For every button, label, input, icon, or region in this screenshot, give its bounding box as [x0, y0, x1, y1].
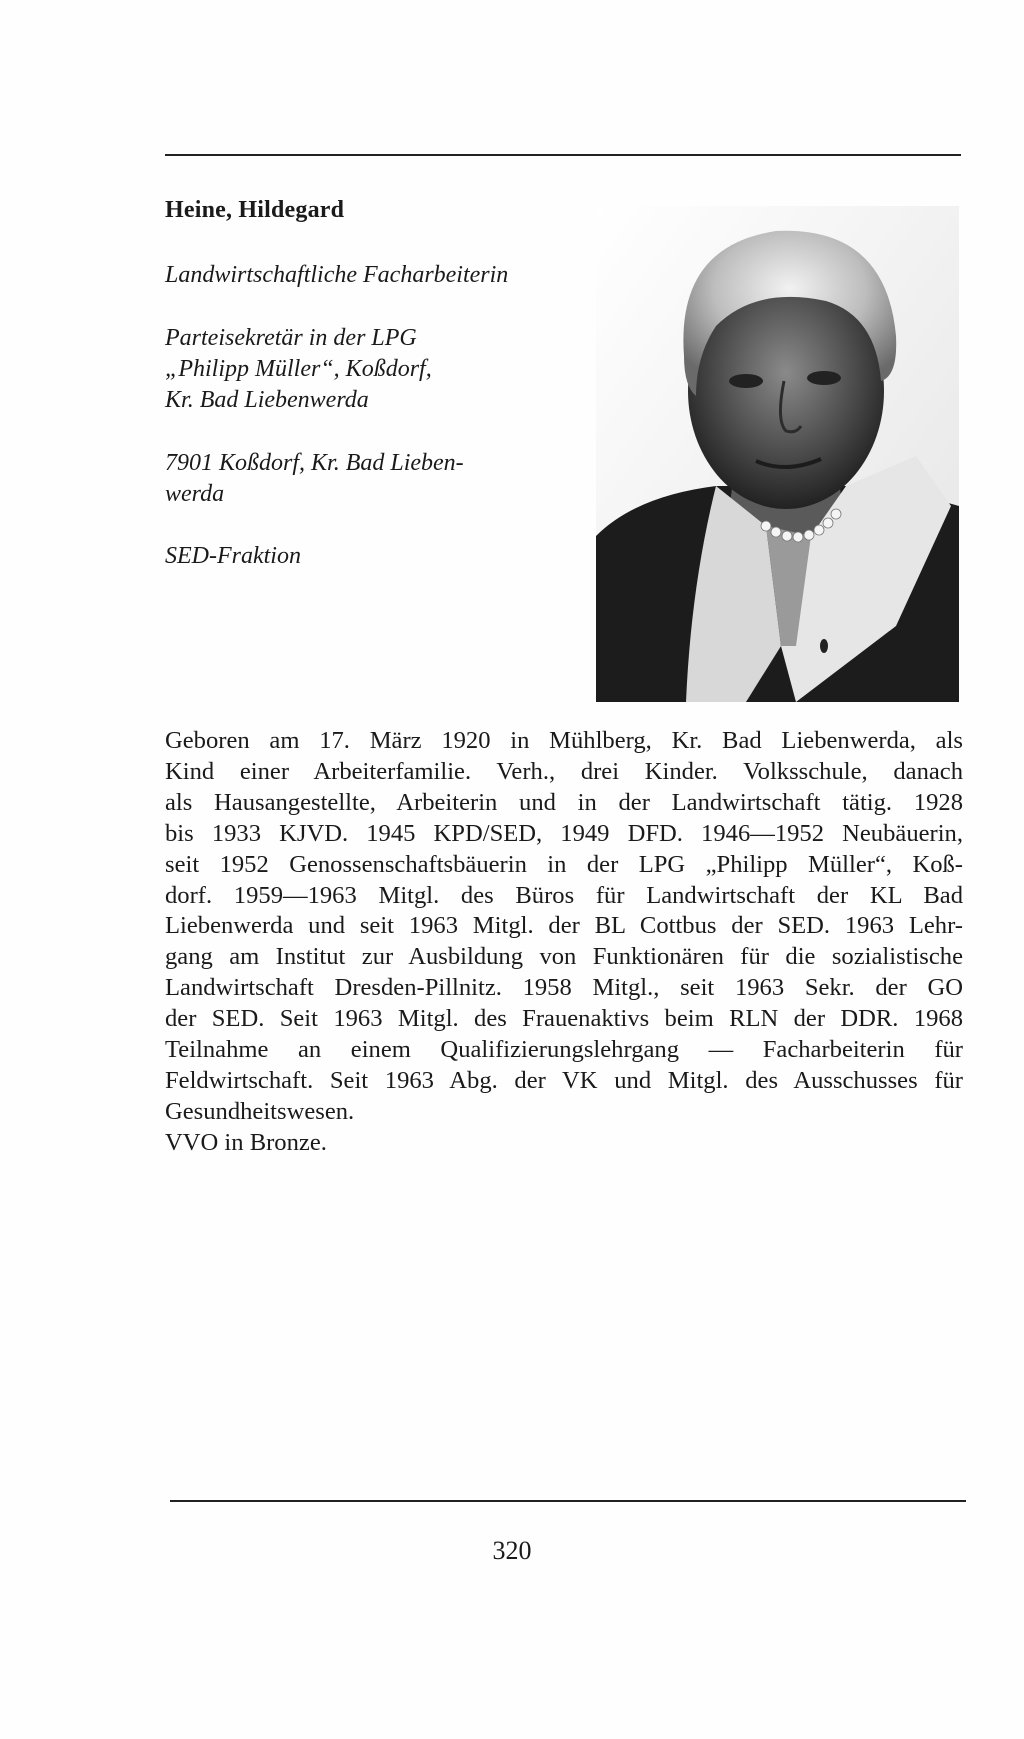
party-position-line: „Philipp Müller“, Koßdorf,: [165, 356, 432, 382]
biography-line: Liebenwerda und seit 1963 Mitgl. der BL Cottbus der SED. 1963 Lehr-: [165, 912, 963, 940]
page-number: 320: [492, 1536, 532, 1565]
party-position-line: Kr. Bad Liebenwerda: [165, 387, 369, 413]
biography-line: bis 1933 KJVD. 1945 KPD/SED, 1949 DFD. 1946—1952 Neubäuerin,: [165, 819, 963, 847]
biography-line: gang am Institut zur Ausbildung von Funktionären für die sozialistische: [165, 943, 963, 971]
biography-line: seit 1952 Genossenschaftsbäuerin in der LPG „Philipp Müller“, Koß-: [165, 850, 963, 878]
biography-line: Landwirtschaft Dresden-Pillnitz. 1958 Mitgl., seit 1963 Sekr. der GO: [165, 974, 963, 1002]
top-divider: [165, 154, 961, 156]
address: [165, 448, 525, 510]
portrait-illustration: [596, 206, 959, 702]
portrait-photo: [596, 206, 959, 702]
biography: [165, 726, 963, 1159]
biography-line: der SED. Seit 1963 Mitgl. des Frauenaktivs beim RLN der DDR. 1968: [165, 1005, 963, 1033]
person-name: Heine, Hildegard: [165, 197, 345, 223]
profession: Landwirtschaftliche Facharbeiterin: [165, 262, 509, 288]
party-position-line: Parteisekretär in der LPG: [165, 325, 417, 351]
biography-line: Geboren am 17. März 1920 in Mühlberg, Kr. Bad Liebenwerda, als: [165, 727, 963, 754]
biography-line: Teilnahme an einem Qualifizierungslehrgang — Facharbeiterin für: [165, 1036, 963, 1064]
biography-line: Gesundheitswesen.: [165, 1097, 355, 1125]
bottom-divider: [170, 1500, 966, 1502]
faction: SED-Fraktion: [165, 543, 301, 569]
biography-line: als Hausangestellte, Arbeiterin und in der Landwirtschaft tätig. 1928: [165, 788, 963, 816]
address-line: 7901 Koßdorf, Kr. Bad Lieben-: [165, 450, 464, 476]
award: VVO in Bronze.: [165, 1128, 327, 1156]
biography-line: Feldwirtschaft. Seit 1963 Abg. der VK und Mitgl. des Ausschusses für: [165, 1066, 963, 1094]
party-position: [165, 323, 432, 416]
biography-line: dorf. 1959—1963 Mitgl. des Büros für Landwirtschaft der KL Bad: [165, 881, 963, 909]
address-line: werda: [165, 481, 225, 507]
biography-line: Kind einer Arbeiterfamilie. Verh., drei Kinder. Volksschule, danach: [165, 757, 963, 785]
